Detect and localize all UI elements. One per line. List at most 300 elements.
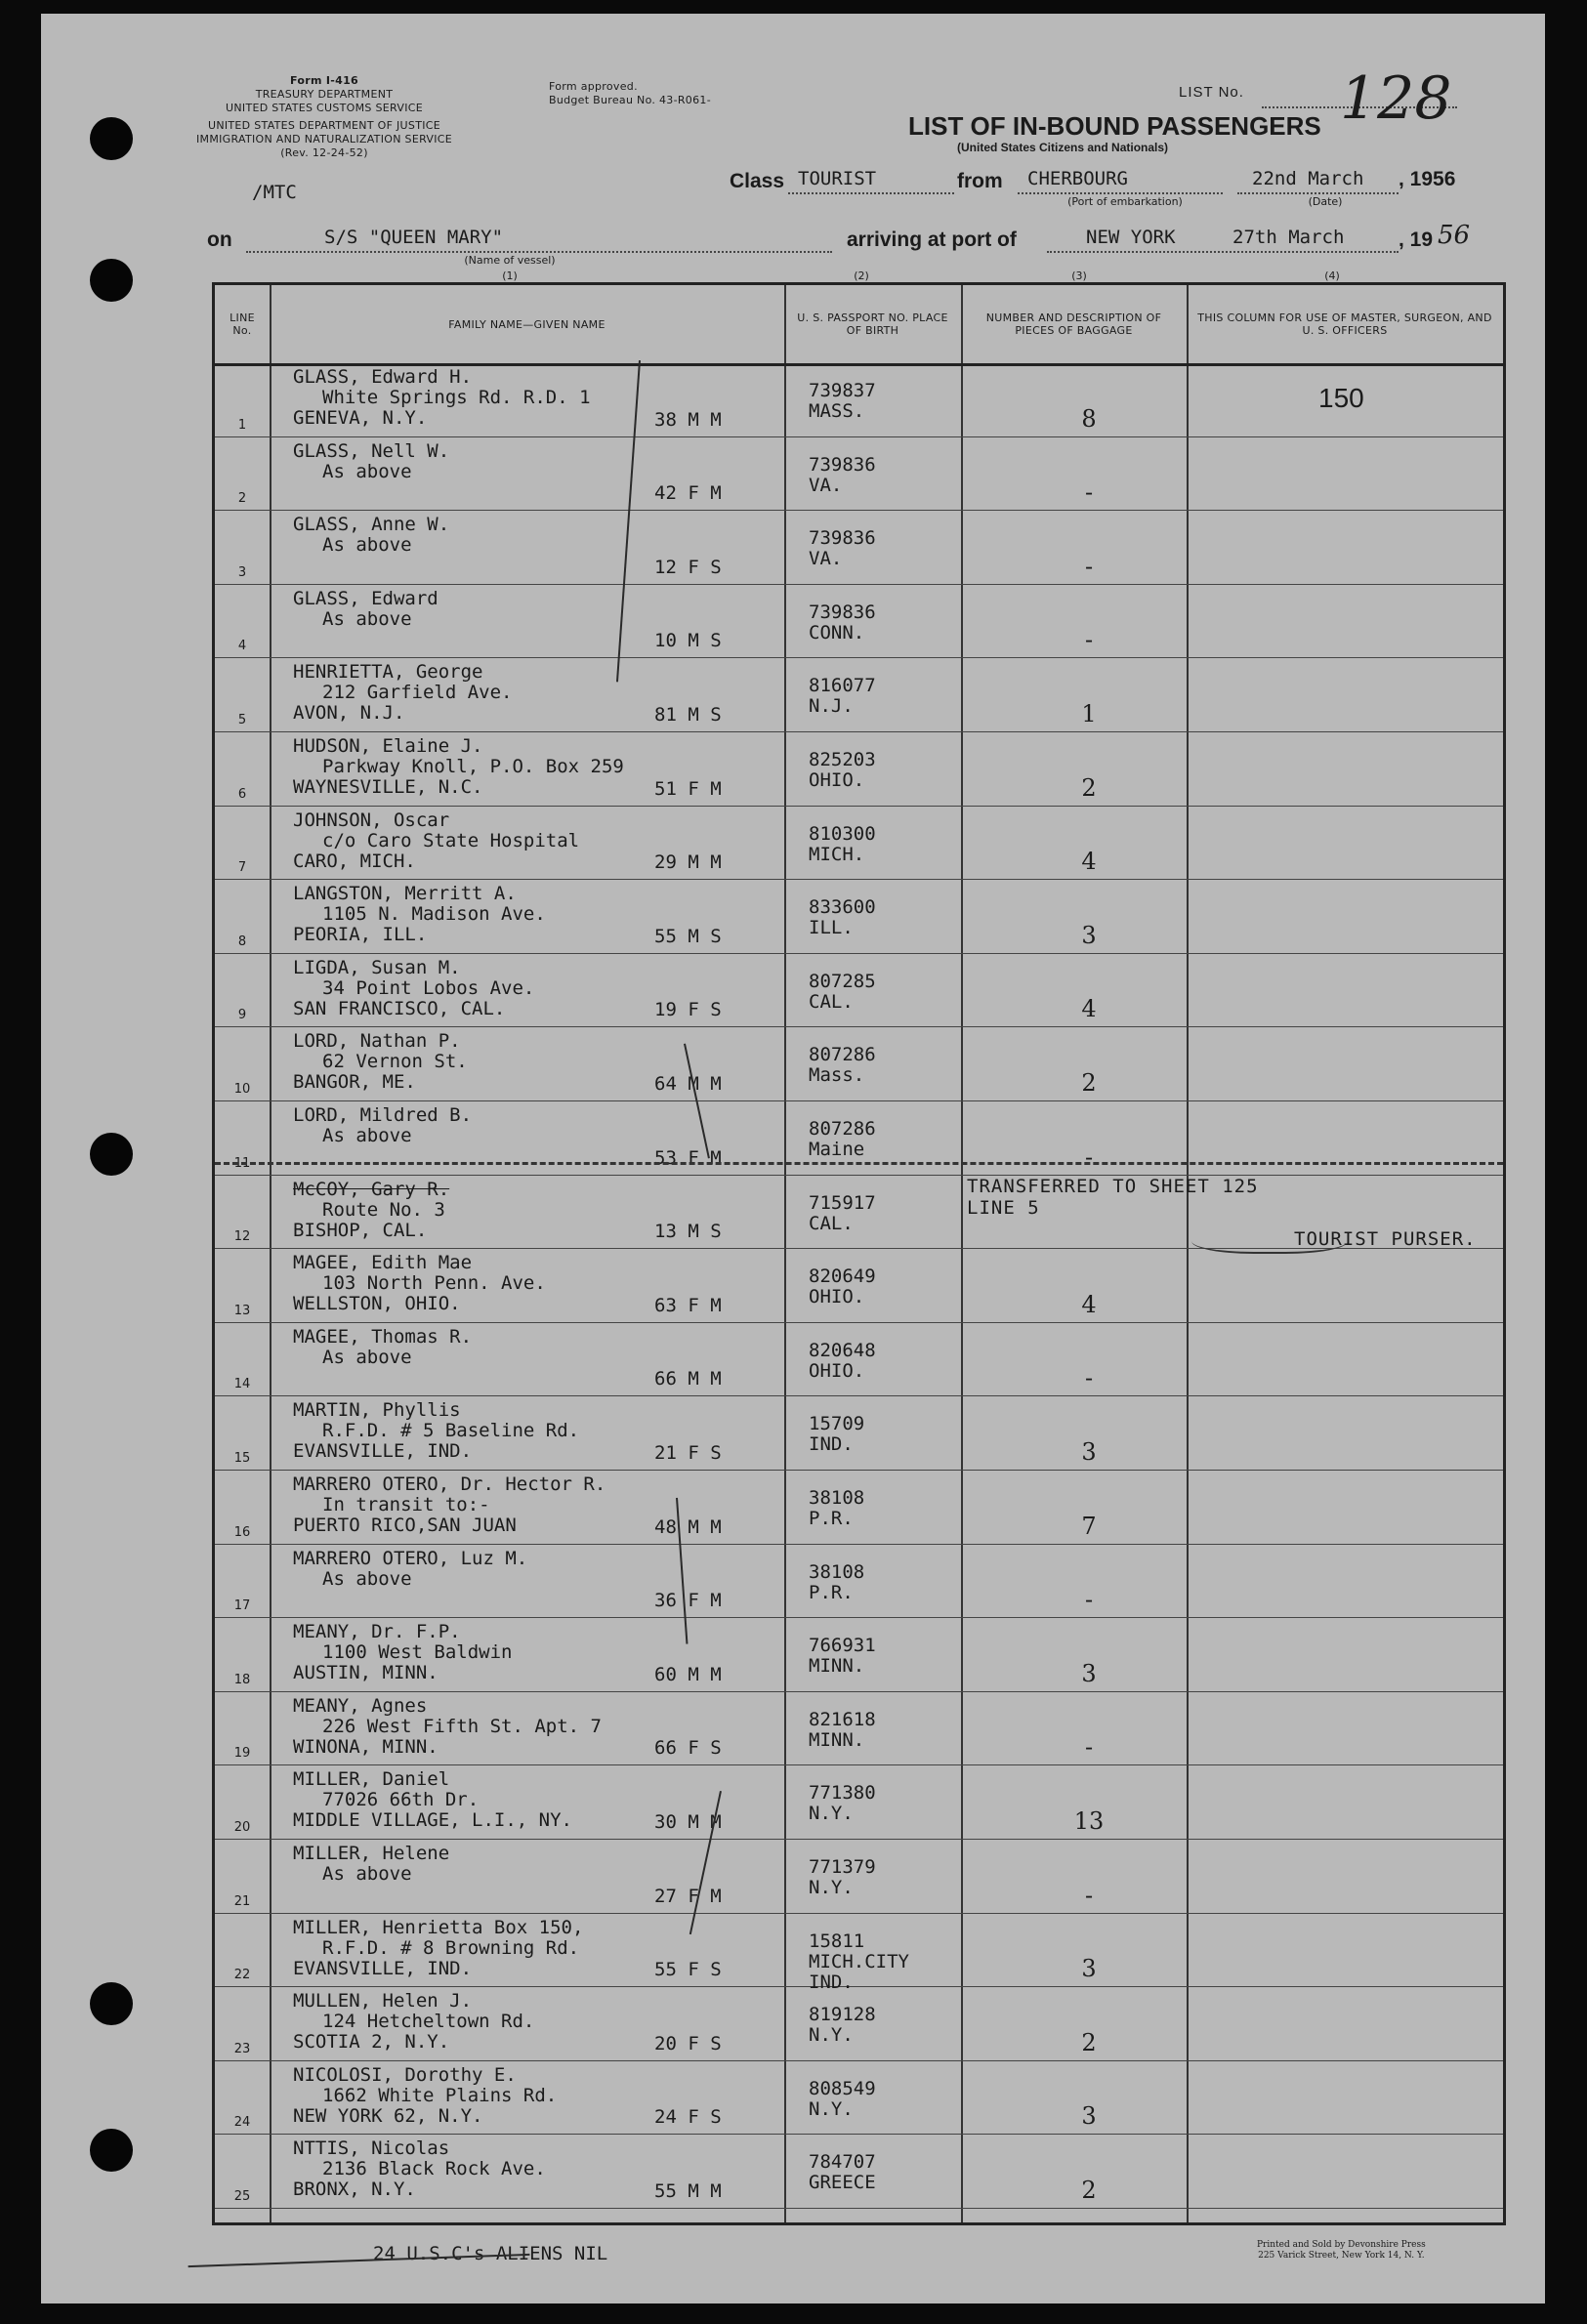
line-number: 1 bbox=[237, 417, 247, 433]
list-number: 128 bbox=[1340, 64, 1452, 133]
table-row bbox=[215, 1914, 1503, 1993]
justice-dept: UNITED STATES DEPARTMENT OF JUSTICE bbox=[207, 119, 440, 132]
treasury-dept: TREASURY DEPARTMENT bbox=[255, 88, 394, 101]
passenger-name: McCOY, Gary R. bbox=[293, 1179, 450, 1200]
vessel-caption: (Name of vessel) bbox=[464, 254, 556, 267]
passport-number: 807286 bbox=[809, 1118, 876, 1140]
passport-number: 771380 bbox=[809, 1782, 876, 1805]
address-line-2: WELLSTON, OHIO. bbox=[293, 1294, 461, 1315]
place-of-birth: N.Y. bbox=[809, 2024, 854, 2047]
place-of-birth: VA. bbox=[809, 548, 843, 570]
age-sex-status: 10 M S bbox=[654, 630, 722, 652]
table-row bbox=[215, 1840, 1503, 1914]
age-sex-status: 64 M M bbox=[654, 1072, 722, 1095]
binder-hole bbox=[90, 259, 133, 302]
address-line-2: SAN FRANCISCO, CAL. bbox=[293, 998, 506, 1019]
table-row bbox=[215, 2135, 1503, 2209]
passport-birthplace bbox=[809, 897, 965, 938]
table-row bbox=[215, 954, 1503, 1028]
baggage-count: 2 bbox=[1081, 1068, 1097, 1097]
passport-number: 807285 bbox=[809, 970, 876, 992]
baggage-count: - bbox=[1084, 1733, 1094, 1762]
col2-caption: (2) bbox=[854, 270, 869, 282]
passport-birthplace bbox=[809, 1783, 965, 1824]
arrival-year-prefix: , 19 bbox=[1399, 228, 1434, 251]
passport-number: 808549 bbox=[809, 2077, 876, 2099]
age-sex-status: 55 M S bbox=[654, 925, 722, 947]
place-of-birth: MINN. bbox=[809, 1655, 865, 1678]
place-of-birth: MICH.CITY IND. bbox=[809, 1950, 909, 1993]
line-number: 6 bbox=[237, 786, 247, 802]
header-line-no: LINE No. bbox=[230, 311, 255, 337]
line-number: 7 bbox=[237, 860, 247, 876]
line-number: 16 bbox=[233, 1524, 251, 1540]
passenger-name: HENRIETTA, George bbox=[293, 662, 483, 684]
table-row bbox=[215, 1396, 1503, 1471]
form-number: Form I-416 bbox=[290, 74, 358, 87]
address-line-1: 1100 West Baldwin bbox=[322, 1642, 513, 1664]
place-of-birth: IND. bbox=[809, 1433, 854, 1456]
purser-signature bbox=[1191, 1223, 1348, 1254]
manifest-page bbox=[41, 14, 1545, 2303]
age-sex-status: 24 F S bbox=[654, 2106, 722, 2129]
col4-caption: (4) bbox=[1324, 270, 1340, 282]
summary-line: 24 U.S.C's ALIENS NIL bbox=[373, 2243, 608, 2264]
officer-note: 150 bbox=[1318, 383, 1364, 413]
passport-birthplace bbox=[809, 1414, 965, 1455]
class-label: Class bbox=[730, 170, 785, 192]
address-line-1: As above bbox=[322, 1864, 412, 1885]
passport-birthplace bbox=[809, 1119, 965, 1160]
address-line-2: EVANSVILLE, IND. bbox=[293, 1958, 473, 1979]
baggage-count: 3 bbox=[1081, 1437, 1097, 1466]
address-line-1: 226 West Fifth St. Apt. 7 bbox=[322, 1716, 602, 1737]
address-line-1: As above bbox=[322, 1568, 412, 1590]
passport-birthplace bbox=[809, 1488, 965, 1529]
baggage-count: - bbox=[1084, 1586, 1094, 1614]
address-line-1: 77026 66th Dr. bbox=[322, 1790, 480, 1811]
table-row bbox=[215, 437, 1503, 512]
address-line-1: 1105 N. Madison Ave. bbox=[322, 904, 546, 926]
table-row bbox=[215, 1323, 1503, 1397]
baggage-count: 8 bbox=[1081, 404, 1097, 433]
passenger-name: MEANY, Agnes bbox=[293, 1695, 428, 1717]
line-number: 12 bbox=[233, 1229, 251, 1245]
passenger-name-address bbox=[293, 515, 752, 556]
age-sex-status: 29 M M bbox=[654, 851, 722, 874]
passport-number: 715917 bbox=[809, 1191, 876, 1214]
passport-birthplace bbox=[809, 1857, 965, 1898]
passenger-name-address bbox=[293, 1844, 752, 1885]
baggage-count: 7 bbox=[1081, 1512, 1097, 1540]
place-of-birth: CONN. bbox=[809, 621, 865, 643]
table-row bbox=[215, 511, 1503, 585]
passenger-name-address bbox=[293, 589, 752, 630]
table-row bbox=[215, 1471, 1503, 1545]
from-value: CHERBOURG bbox=[1027, 168, 1128, 189]
age-sex-status: 19 F S bbox=[654, 999, 722, 1021]
arrival-line bbox=[1047, 251, 1399, 253]
passport-number: 38108 bbox=[809, 1560, 865, 1583]
arriving-label: arriving at port of bbox=[847, 228, 1017, 251]
age-sex-status: 30 M M bbox=[654, 1810, 722, 1833]
address-line-1: 103 North Penn. Ave. bbox=[322, 1273, 546, 1295]
baggage-count: - bbox=[1084, 1364, 1094, 1392]
place-of-birth: MINN. bbox=[809, 1728, 865, 1751]
age-sex-status: 66 M M bbox=[654, 1368, 722, 1390]
table-row bbox=[215, 363, 1503, 437]
arrival-date: 27th March bbox=[1232, 227, 1345, 248]
passenger-name-address bbox=[293, 1105, 752, 1146]
address-line-1: c/o Caro State Hospital bbox=[322, 830, 580, 851]
passport-number: 739837 bbox=[809, 380, 876, 401]
binder-hole bbox=[90, 1982, 133, 2025]
line-number: 10 bbox=[233, 1081, 251, 1097]
baggage-count: 3 bbox=[1081, 921, 1097, 949]
table-row bbox=[215, 732, 1503, 807]
age-sex-status: 48 M M bbox=[654, 1515, 722, 1538]
line-number: 17 bbox=[233, 1598, 251, 1614]
age-sex-status: 42 F M bbox=[654, 482, 722, 505]
passport-birthplace bbox=[809, 2152, 965, 2193]
table-row bbox=[215, 1249, 1503, 1323]
passport-birthplace bbox=[809, 824, 965, 865]
address-line-2: PUERTO RICO,SAN JUAN bbox=[293, 1515, 517, 1536]
address-line-2: BRONX, N.Y. bbox=[293, 2179, 416, 2201]
baggage-count: 3 bbox=[1081, 1955, 1097, 1983]
customs-service: UNITED STATES CUSTOMS SERVICE bbox=[226, 102, 423, 114]
departure-date: 22nd March bbox=[1252, 168, 1364, 189]
address-line-2: PEORIA, ILL. bbox=[293, 925, 428, 946]
binder-hole bbox=[90, 117, 133, 160]
on-label: on bbox=[207, 228, 232, 251]
table-row bbox=[215, 1545, 1503, 1619]
line-number: 4 bbox=[237, 639, 247, 654]
list-label: LIST No. bbox=[1179, 84, 1244, 101]
form-agency-block bbox=[178, 74, 471, 160]
embark-caption: (Port of embarkation) bbox=[1067, 195, 1183, 208]
passenger-name: MILLER, Helene bbox=[293, 1844, 450, 1864]
place-of-birth: ILL. bbox=[809, 917, 854, 939]
passport-birthplace bbox=[809, 2005, 965, 2046]
address-line-2: NEW YORK 62, N.Y. bbox=[293, 2105, 483, 2127]
passport-birthplace bbox=[809, 381, 965, 422]
manifest-subtitle: (United States Citizens and Nationals) bbox=[957, 141, 1169, 154]
passport-birthplace bbox=[809, 1931, 965, 1993]
form-approved: Form approved. bbox=[549, 80, 638, 93]
passport-number: 15811 bbox=[809, 1930, 865, 1952]
passenger-name: LIGDA, Susan M. bbox=[293, 957, 461, 978]
place-of-birth: OHIO. bbox=[809, 769, 865, 791]
address-line-1: R.F.D. # 5 Baseline Rd. bbox=[322, 1421, 580, 1442]
address-line-2: SCOTIA 2, N.Y. bbox=[293, 2032, 450, 2054]
baggage-count: 2 bbox=[1081, 2028, 1097, 2056]
table-row bbox=[215, 658, 1503, 732]
date-caption: (Date) bbox=[1308, 195, 1343, 208]
line-number: 5 bbox=[237, 712, 247, 727]
baggage-count: 3 bbox=[1081, 2102, 1097, 2131]
place-of-birth: VA. bbox=[809, 474, 843, 496]
header-passport: U. S. PASSPORT NO. PLACE OF BIRTH bbox=[797, 311, 948, 337]
printer-imprint bbox=[1257, 2240, 1426, 2262]
baggage-count: 4 bbox=[1081, 995, 1097, 1023]
place-of-birth: N.Y. bbox=[809, 1877, 854, 1898]
passport-number: 820649 bbox=[809, 1266, 876, 1288]
departure-year: , 1956 bbox=[1399, 168, 1456, 190]
passenger-name: MARTIN, Phyllis bbox=[293, 1400, 461, 1422]
passenger-name: MILLER, Henrietta Box 150, bbox=[293, 1917, 584, 1938]
place-of-birth: N.Y. bbox=[809, 1803, 854, 1825]
address-line-2: BISHOP, CAL. bbox=[293, 1220, 428, 1241]
passport-birthplace bbox=[809, 1045, 965, 1086]
line-number: 20 bbox=[233, 1819, 251, 1835]
arrival-year: 56 bbox=[1438, 221, 1471, 250]
line-number: 9 bbox=[237, 1008, 247, 1023]
from-label: from bbox=[957, 170, 1003, 192]
address-line-2: EVANSVILLE, IND. bbox=[293, 1441, 473, 1463]
address-line-1: 212 Garfield Ave. bbox=[322, 683, 513, 704]
table-header bbox=[215, 285, 1503, 366]
age-sex-status: 27 F M bbox=[654, 1885, 722, 1907]
age-sex-status: 55 M M bbox=[654, 2179, 722, 2202]
line-number: 3 bbox=[237, 564, 247, 580]
printer-line-1: Printed and Sold by Devonshire Press bbox=[1257, 2240, 1426, 2250]
passport-number: 766931 bbox=[809, 1635, 876, 1657]
transfer-dashed-line bbox=[215, 1162, 1503, 1165]
baggage-count: - bbox=[1084, 626, 1094, 654]
address-line-2: WAYNESVILLE, N.C. bbox=[293, 777, 483, 798]
baggage-count: - bbox=[1084, 1142, 1094, 1171]
line-number: 19 bbox=[233, 1746, 251, 1762]
age-sex-status: 55 F S bbox=[654, 1959, 722, 1981]
passport-birthplace bbox=[809, 1266, 965, 1307]
date-line bbox=[1237, 192, 1399, 194]
passport-birthplace bbox=[809, 2079, 965, 2120]
header-officers: THIS COLUMN FOR USE OF MASTER, SURGEON, AND U. S. OFFICERS bbox=[1197, 311, 1492, 337]
address-line-1: 1662 White Plains Rd. bbox=[322, 2085, 558, 2106]
passenger-name-address bbox=[293, 1327, 752, 1368]
vessel-name: S/S "QUEEN MARY" bbox=[324, 227, 504, 248]
place-of-birth: Maine bbox=[809, 1139, 865, 1160]
budget-bureau: Budget Bureau No. 43-R061- bbox=[549, 94, 711, 106]
passenger-name: GLASS, Nell W. bbox=[293, 440, 450, 462]
passport-birthplace bbox=[809, 602, 965, 643]
line-number: 14 bbox=[233, 1377, 251, 1392]
passport-number: 15709 bbox=[809, 1413, 865, 1435]
passenger-name: MARRERO OTERO, Dr. Hector R. bbox=[293, 1474, 606, 1495]
header-baggage: NUMBER AND DESCRIPTION OF PIECES OF BAGGAGE bbox=[985, 311, 1162, 337]
table-row bbox=[215, 2061, 1503, 2136]
passenger-name: NTTIS, Nicolas bbox=[293, 2138, 450, 2160]
address-line-2: AUSTIN, MINN. bbox=[293, 1663, 439, 1684]
line-number: 21 bbox=[233, 1893, 251, 1909]
place-of-birth: CAL. bbox=[809, 990, 854, 1013]
passport-number: 816077 bbox=[809, 675, 876, 697]
class-value: TOURIST bbox=[798, 168, 877, 189]
passport-number: 821618 bbox=[809, 1708, 876, 1730]
passenger-name: GLASS, Anne W. bbox=[293, 515, 450, 536]
table-row bbox=[215, 1618, 1503, 1692]
passenger-name: MULLEN, Helen J. bbox=[293, 1991, 473, 2013]
passenger-name: GLASS, Edward bbox=[293, 588, 439, 609]
form-revision: (Rev. 12-24-52) bbox=[280, 146, 368, 159]
age-sex-status: 63 F M bbox=[654, 1294, 722, 1316]
line-number: 18 bbox=[233, 1672, 251, 1687]
age-sex-status: 13 M S bbox=[654, 1221, 722, 1243]
baggage-count: - bbox=[1084, 478, 1094, 507]
place-of-birth: P.R. bbox=[809, 1508, 854, 1529]
line-number: 23 bbox=[233, 2041, 251, 2056]
passport-number: 739836 bbox=[809, 453, 876, 476]
baggage-count: 13 bbox=[1073, 1806, 1105, 1835]
address-line-1: 2136 Black Rock Ave. bbox=[322, 2159, 546, 2180]
age-sex-status: 66 F S bbox=[654, 1737, 722, 1760]
table-row bbox=[215, 1692, 1503, 1766]
vessel-line bbox=[246, 251, 832, 253]
baggage-count: 2 bbox=[1081, 773, 1097, 802]
passport-number: 825203 bbox=[809, 749, 876, 770]
passenger-name: MEANY, Dr. F.P. bbox=[293, 1622, 461, 1643]
age-sex-status: 53 F M bbox=[654, 1146, 722, 1169]
manifest-title: LIST OF IN-BOUND PASSENGERS bbox=[908, 111, 1321, 141]
passenger-name: MAGEE, Edith Mae bbox=[293, 1253, 473, 1274]
line-number: 2 bbox=[237, 491, 247, 507]
address-line-1: As above bbox=[322, 1126, 412, 1146]
address-line-2: GENEVA, N.Y. bbox=[293, 408, 428, 429]
place-of-birth: P.R. bbox=[809, 1581, 854, 1603]
address-line-1: R.F.D. # 8 Browning Rd. bbox=[322, 1937, 580, 1959]
passport-number: 739836 bbox=[809, 527, 876, 550]
purser-note: TOURIST PURSER. bbox=[1294, 1228, 1477, 1250]
baggage-count: 2 bbox=[1081, 2176, 1097, 2204]
passport-number: 38108 bbox=[809, 1487, 865, 1509]
line-number: 25 bbox=[233, 2188, 251, 2204]
line-number: 8 bbox=[237, 934, 247, 949]
ins-service: IMMIGRATION AND NATURALIZATION SERVICE bbox=[195, 133, 453, 145]
place-of-birth: OHIO. bbox=[809, 1359, 865, 1382]
passenger-name: MILLER, Daniel bbox=[293, 1769, 450, 1791]
printer-line-2: 225 Varick Street, New York 14, N. Y. bbox=[1258, 2251, 1425, 2261]
baggage-count: 1 bbox=[1081, 699, 1097, 727]
address-line-1: White Springs Rd. R.D. 1 bbox=[322, 388, 591, 408]
table-row bbox=[215, 807, 1503, 881]
line-number: 22 bbox=[233, 1968, 251, 1983]
place-of-birth: CAL. bbox=[809, 1212, 854, 1234]
line-number: 11 bbox=[233, 1155, 251, 1171]
address-line-1: As above bbox=[322, 608, 412, 630]
address-line-1: 124 Hetcheltown Rd. bbox=[322, 2012, 535, 2033]
address-line-2: CARO, MICH. bbox=[293, 851, 416, 872]
passport-number: 810300 bbox=[809, 822, 876, 845]
passport-birthplace bbox=[809, 1710, 965, 1751]
passport-birthplace bbox=[809, 972, 965, 1013]
from-line bbox=[1018, 192, 1223, 194]
place-of-birth: N.J. bbox=[809, 695, 854, 718]
address-line-1: As above bbox=[322, 1347, 412, 1368]
binder-hole bbox=[90, 1133, 133, 1176]
place-of-birth: MASS. bbox=[809, 400, 865, 422]
passenger-name: GLASS, Edward H. bbox=[293, 367, 473, 388]
address-line-1: 34 Point Lobos Ave. bbox=[322, 977, 535, 999]
line-number: 13 bbox=[233, 1303, 251, 1318]
age-sex-status: 36 F M bbox=[654, 1590, 722, 1612]
table-row bbox=[215, 1987, 1503, 2061]
col3-caption: (3) bbox=[1071, 270, 1087, 282]
address-line-1: Route No. 3 bbox=[322, 1199, 445, 1221]
table-row bbox=[215, 880, 1503, 954]
address-line-1: In transit to:- bbox=[322, 1495, 490, 1515]
col1-caption: (1) bbox=[502, 270, 518, 282]
address-line-1: Parkway Knoll, P.O. Box 259 bbox=[322, 757, 624, 777]
header-name: FAMILY NAME—GIVEN NAME bbox=[448, 317, 606, 331]
passport-birthplace bbox=[809, 1562, 965, 1603]
passenger-name-address bbox=[293, 441, 752, 482]
mtc-mark: /MTC bbox=[252, 182, 297, 203]
passenger-name: MAGEE, Thomas R. bbox=[293, 1326, 473, 1348]
place-of-birth: GREECE bbox=[809, 2172, 876, 2194]
age-sex-status: 20 F S bbox=[654, 2032, 722, 2054]
age-sex-status: 81 M S bbox=[654, 703, 722, 726]
passport-number: 739836 bbox=[809, 601, 876, 623]
passport-number: 820648 bbox=[809, 1339, 876, 1361]
arrival-port: NEW YORK bbox=[1086, 227, 1176, 248]
passport-number: 833600 bbox=[809, 896, 876, 919]
officer-note: TRANSFERRED TO SHEET 125 LINE 5 bbox=[967, 1175, 1259, 1219]
age-sex-status: 21 F S bbox=[654, 1441, 722, 1464]
passport-birthplace bbox=[809, 455, 965, 496]
address-line-2: AVON, N.J. bbox=[293, 703, 405, 725]
passenger-name: LORD, Nathan P. bbox=[293, 1031, 461, 1053]
address-line-2: BANGOR, ME. bbox=[293, 1072, 416, 1094]
line-number: 24 bbox=[233, 2115, 251, 2131]
place-of-birth: Mass. bbox=[809, 1064, 865, 1087]
address-line-1: As above bbox=[322, 535, 412, 557]
binder-hole bbox=[90, 2129, 133, 2172]
passport-birthplace bbox=[809, 1636, 965, 1677]
passport-birthplace bbox=[809, 676, 965, 717]
age-sex-status: 51 F M bbox=[654, 777, 722, 800]
table-row bbox=[215, 585, 1503, 659]
passport-birthplace bbox=[809, 528, 965, 569]
baggage-count: 3 bbox=[1081, 1659, 1097, 1687]
passport-number: 784707 bbox=[809, 2151, 876, 2174]
place-of-birth: OHIO. bbox=[809, 1286, 865, 1308]
passport-birthplace bbox=[809, 750, 965, 791]
passport-birthplace bbox=[809, 1193, 965, 1234]
baggage-count: - bbox=[1084, 1881, 1094, 1909]
passport-birthplace bbox=[809, 1341, 965, 1382]
passenger-name: MARRERO OTERO, Luz M. bbox=[293, 1548, 528, 1569]
age-sex-status: 38 M M bbox=[654, 408, 722, 431]
age-sex-status: 12 F S bbox=[654, 556, 722, 578]
address-line-2: MIDDLE VILLAGE, L.I., NY. bbox=[293, 1810, 572, 1832]
place-of-birth: N.Y. bbox=[809, 2097, 854, 2120]
address-line-2: WINONA, MINN. bbox=[293, 1736, 439, 1758]
passport-number: 771379 bbox=[809, 1856, 876, 1878]
passenger-name: NICOLOSI, Dorothy E. bbox=[293, 2064, 517, 2086]
table-row bbox=[215, 1765, 1503, 1840]
passenger-name: LORD, Mildred B. bbox=[293, 1105, 473, 1126]
passenger-table bbox=[212, 282, 1506, 2225]
line-number: 15 bbox=[233, 1450, 251, 1466]
table-row bbox=[215, 1027, 1503, 1101]
passenger-name: JOHNSON, Oscar bbox=[293, 809, 450, 831]
baggage-count: - bbox=[1084, 552, 1094, 580]
passenger-name: HUDSON, Elaine J. bbox=[293, 736, 483, 757]
approval-block bbox=[549, 80, 783, 107]
age-sex-status: 60 M M bbox=[654, 1663, 722, 1685]
passenger-name: LANGSTON, Merritt A. bbox=[293, 884, 517, 905]
